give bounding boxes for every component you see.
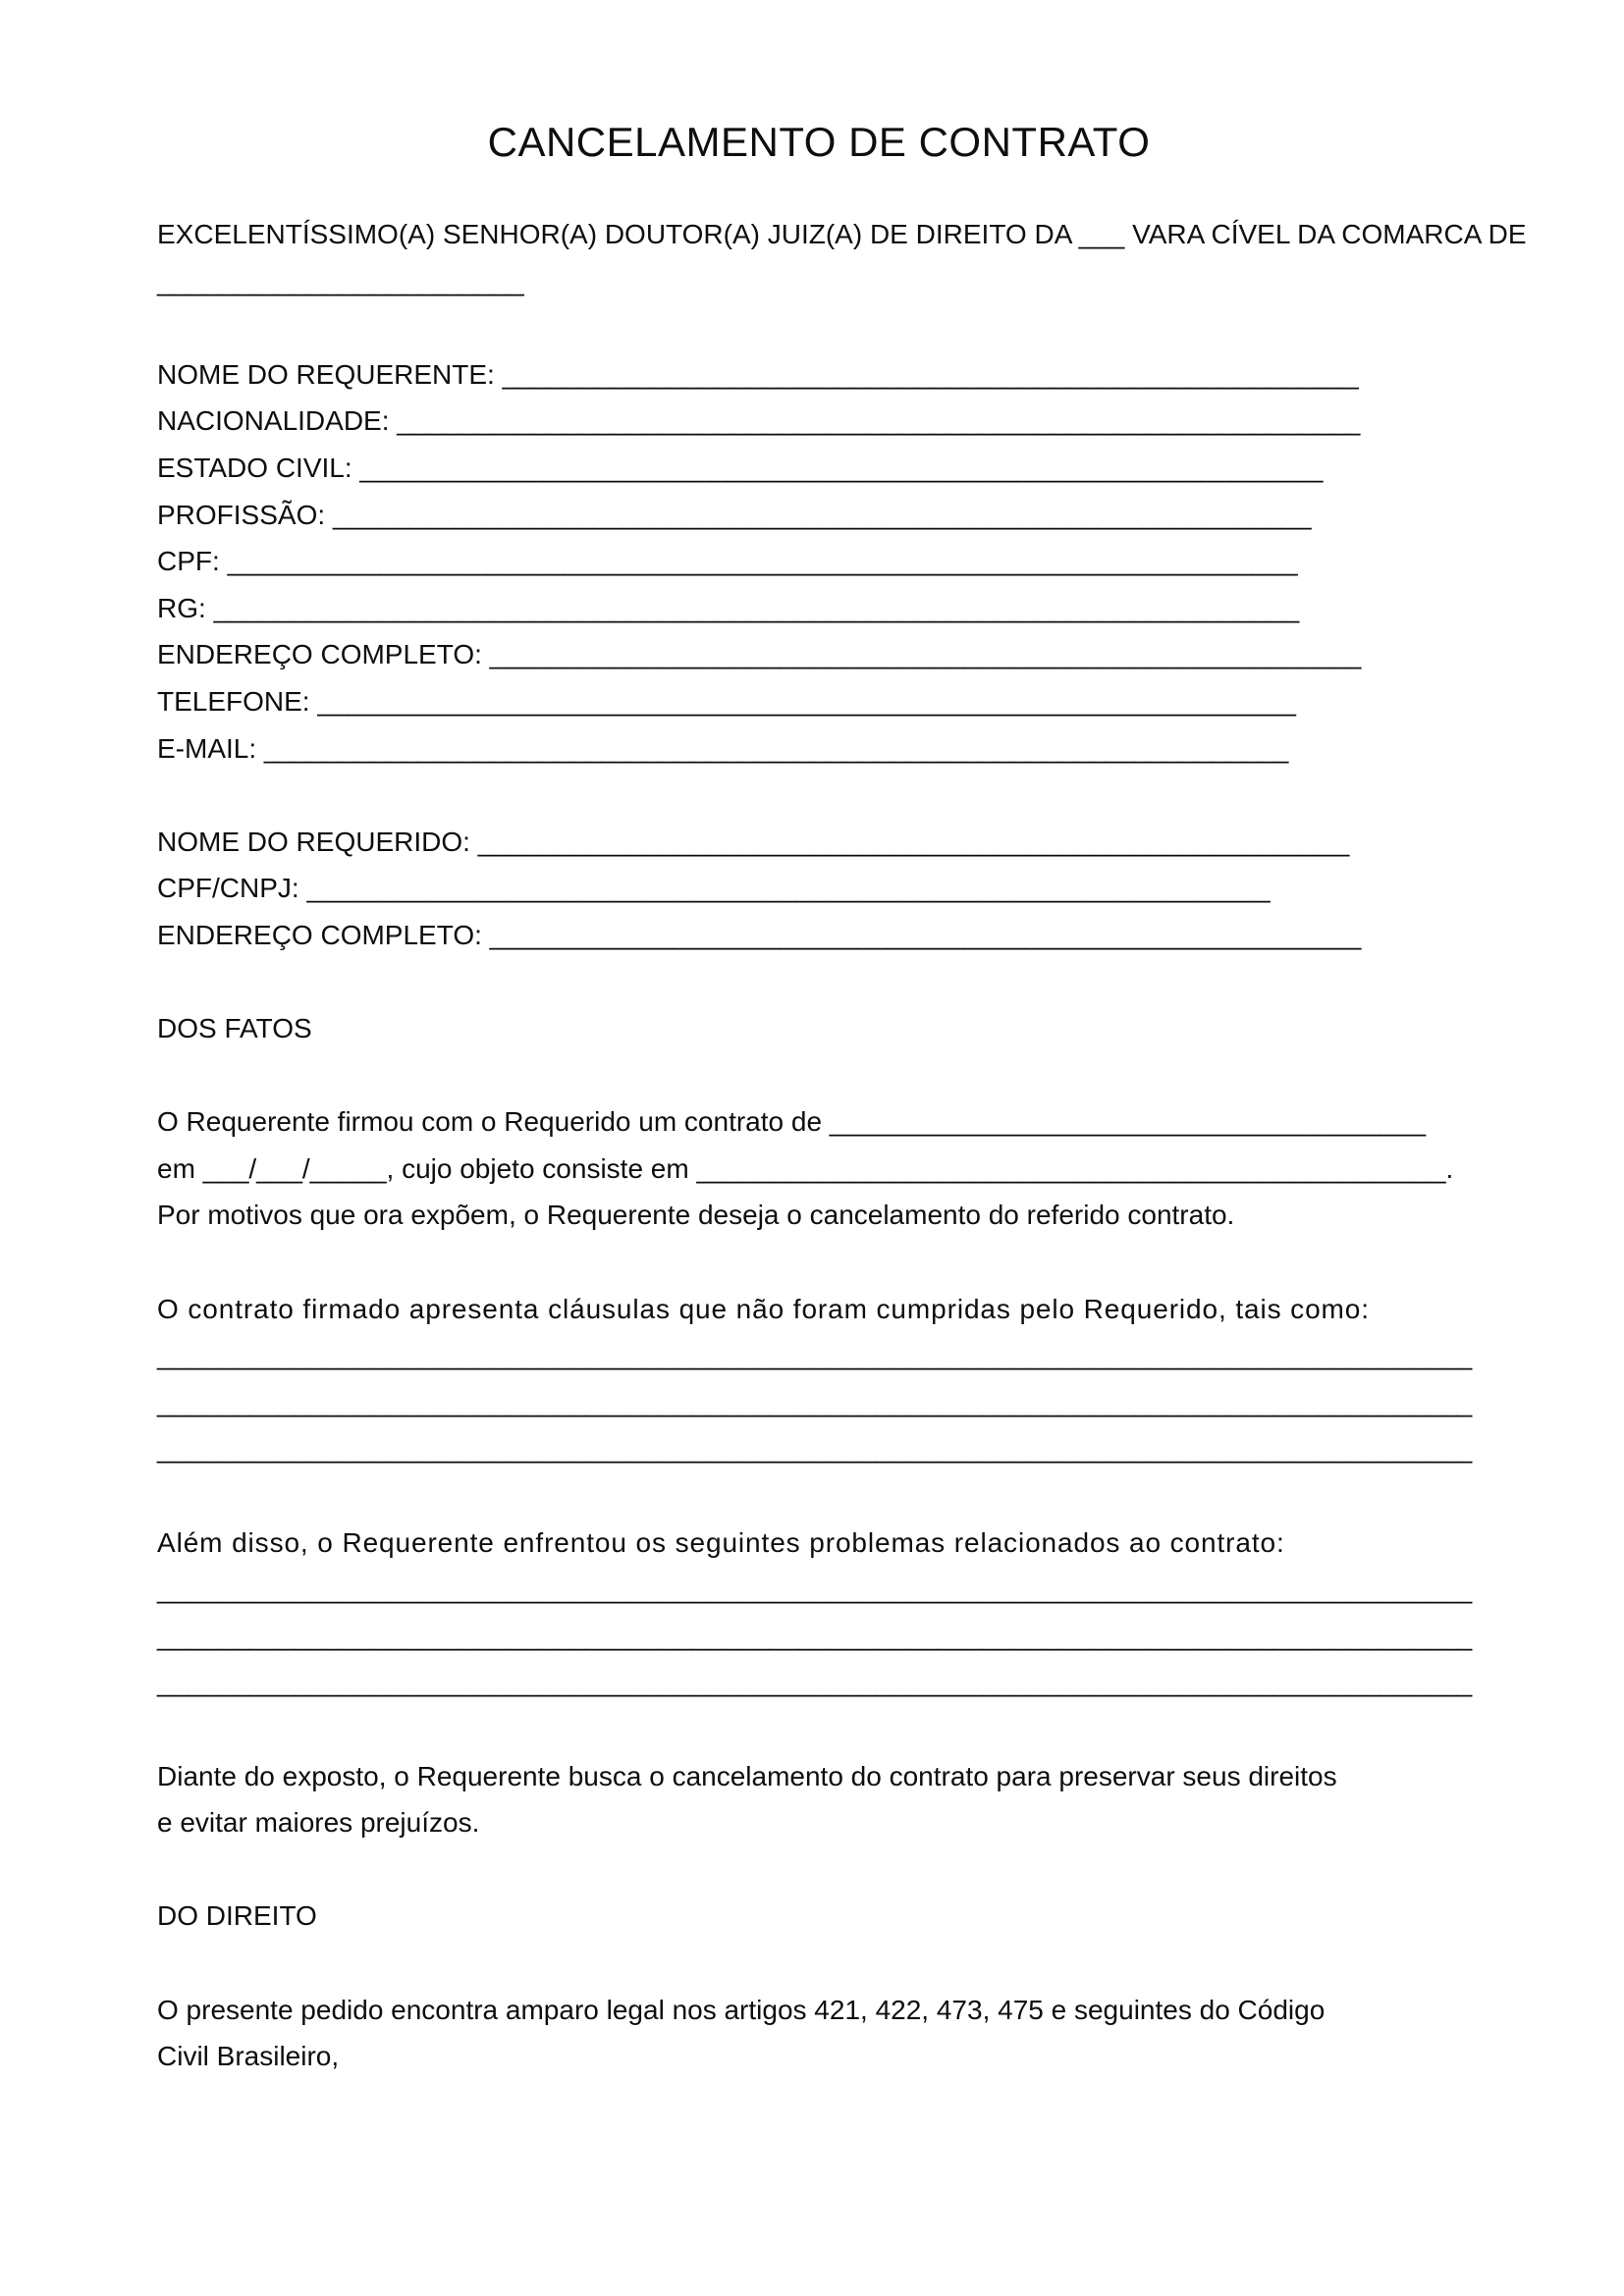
addressee-line [157,211,1527,258]
fatos-paragraph-line-2 [157,1146,1481,1193]
paragraph-text: Além disso, o Requerente enfrentou os seguintes problemas relacionados ao contrato: [157,1526,1285,1558]
field-label: CPF/CNPJ: [157,873,307,904]
field-nome-do-requerido [157,819,1481,866]
conclusion-line-1 [157,1753,1481,1800]
paragraph-text: O Requerente firmou com o Requerido um contrato de [157,1106,830,1138]
spacer [157,772,1481,819]
field-label: ENDEREÇO COMPLETO: [157,919,490,950]
blank-field: ________________________________________________________________ [332,499,1312,530]
spacer [157,304,1481,351]
blank-field: ___________________________________________________________________ [263,732,1289,764]
document-title: CANCELAMENTO DE CONTRATO [487,119,1151,165]
blank-field: ______________________________________________________________________________________ [157,1340,1473,1371]
blank-field: ________________________________________________________ [502,358,1359,390]
spacer [157,1706,1481,1753]
ruled-blank-line [157,1425,1481,1472]
addressee-text: EXCELENTÍSSIMO(A) SENHOR(A) DOUTOR(A) JUIZ(A) DE DIREITO DA ___ VARA CÍVEL DA COMARCA DE [157,219,1527,249]
field-label: E-MAIL: [157,732,264,764]
field-profissao [157,492,1481,539]
document-body [157,211,1527,2080]
field-nome-do-requerente [157,351,1481,399]
field-label: ENDEREÇO COMPLETO: [157,639,490,670]
blank-field: ________________________________________________________________ [317,685,1296,717]
blank-field: _______________________________________ [829,1106,1427,1138]
addressee-blank-line [157,258,1481,305]
spacer [157,1846,1481,1894]
blank-field: ______________________________________________________________________________________ [157,1386,1473,1417]
direito-paragraph-line-2 [157,2033,1481,2080]
blank-field: ______________________________________________________________________ [227,546,1298,577]
field-label: NOME DO REQUERENTE: [157,358,503,390]
field-email [157,725,1481,773]
ruled-blank-line [157,1332,1481,1379]
ruled-blank-line [157,1659,1481,1706]
blank-field: _________________________________________________________ [489,919,1362,950]
paragraph-text: em ___/___/_____, cujo objeto consiste em _________________________________________________. [157,1152,1454,1184]
paragraph-text: Civil Brasileiro, [157,2041,340,2072]
field-label: RG: [157,592,214,623]
blank-field: _________________________________________________________ [477,826,1350,857]
spacer [157,959,1481,1006]
blank-field: ______________________________________________________________________________________ [157,1433,1473,1465]
spacer [157,1052,1481,1099]
blank-field: _______________________________________________________________ [397,405,1361,437]
direito-paragraph-line-1 [157,1987,1481,2034]
field-estado-civil [157,445,1481,492]
field-endereco-completo [157,631,1481,678]
field-nacionalidade [157,398,1481,445]
blank-field: ______________________________________________________________________________________ [157,1667,1473,1698]
clausulas-intro-line [157,1286,1481,1333]
blank-field: _________________________________________________________ [489,639,1362,670]
paragraph-text: e evitar maiores prejuízos. [157,1807,480,1839]
ruled-blank-line [157,1566,1481,1613]
field-label: CPF: [157,546,228,577]
spacer [157,1239,1481,1286]
problemas-intro-line [157,1520,1481,1567]
field-label: NOME DO REQUERIDO: [157,826,478,857]
fatos-paragraph-line-3 [157,1192,1481,1239]
spacer [157,1472,1481,1520]
paragraph-text: O presente pedido encontra amparo legal nos artigos 421, 422, 473, 475 e seguintes do Código [157,1994,1326,2025]
field-telefone [157,678,1481,725]
field-endereco-completo-requerido [157,912,1481,959]
blank-field: _______________________________________________________________ [359,452,1324,483]
field-label: PROFISSÃO: [157,499,333,530]
ruled-blank-line [157,1379,1481,1426]
section-heading-dos-fatos: DOS FATOS [157,1013,312,1044]
blank-field: _______________________________________________________________ [306,873,1271,904]
conclusion-line-2 [157,1799,1481,1846]
paragraph-text: Por motivos que ora expõem, o Requerente deseja o cancelamento do referido contrato. [157,1200,1235,1231]
section-heading-do-direito: DO DIREITO [157,1900,317,1932]
ruled-blank-line [157,1613,1481,1660]
comarca-blank-field: ________________________ [157,265,524,296]
field-cpf-cnpj [157,865,1481,912]
field-label: TELEFONE: [157,685,318,717]
blank-field: ______________________________________________________________________________________ [157,1620,1473,1651]
blank-field: ______________________________________________________________________________________ [157,1574,1473,1605]
field-label: NACIONALIDADE: [157,405,398,437]
field-cpf [157,538,1481,585]
paragraph-text: Diante do exposto, o Requerente busca o cancelamento do contrato para preservar seus direitos [157,1760,1337,1791]
spacer [157,1940,1481,1987]
blank-field: _______________________________________________________________________ [213,592,1300,623]
field-label: ESTADO CIVIL: [157,452,360,483]
field-rg [157,585,1481,632]
paragraph-text: O contrato firmado apresenta cláusulas que não foram cumpridas pelo Requerido, tais como: [157,1293,1370,1324]
fatos-paragraph-line-1 [157,1098,1481,1146]
